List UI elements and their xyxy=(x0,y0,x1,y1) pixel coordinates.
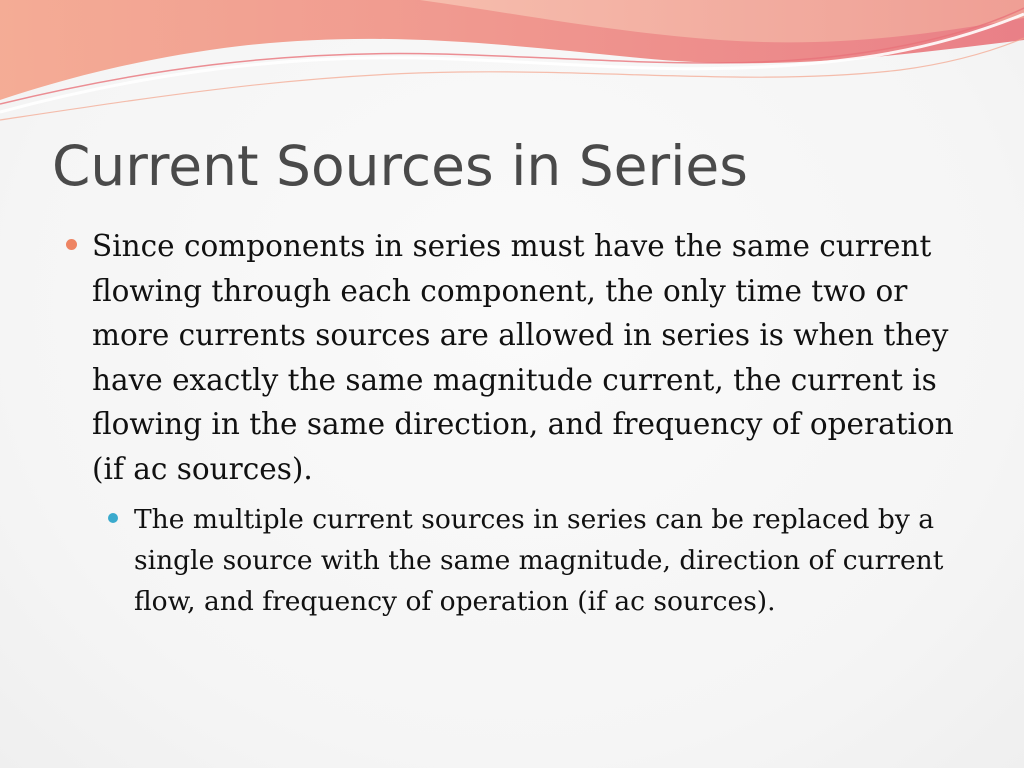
bullet-text: Since components in series must have the same current flowing through each component, the only time two or more currents sources are allowed in series is when they have exactly the same magnitude current, the current is flowing in the same direction, and frequency of operation (if ac sources). xyxy=(92,229,954,486)
slide-title: Current Sources in Series xyxy=(52,134,748,198)
bullet-list xyxy=(60,224,970,622)
sub-bullet-icon xyxy=(108,513,118,523)
sub-bullet-text: The multiple current sources in series can be replaced by a single source with the same magnitude, direction of current flow, and frequency of operation (if ac sources). xyxy=(134,504,944,617)
bullet-item xyxy=(60,224,970,491)
sub-bullet-item xyxy=(102,499,970,622)
decorative-wave-header xyxy=(0,0,1024,130)
bullet-icon xyxy=(66,239,77,250)
